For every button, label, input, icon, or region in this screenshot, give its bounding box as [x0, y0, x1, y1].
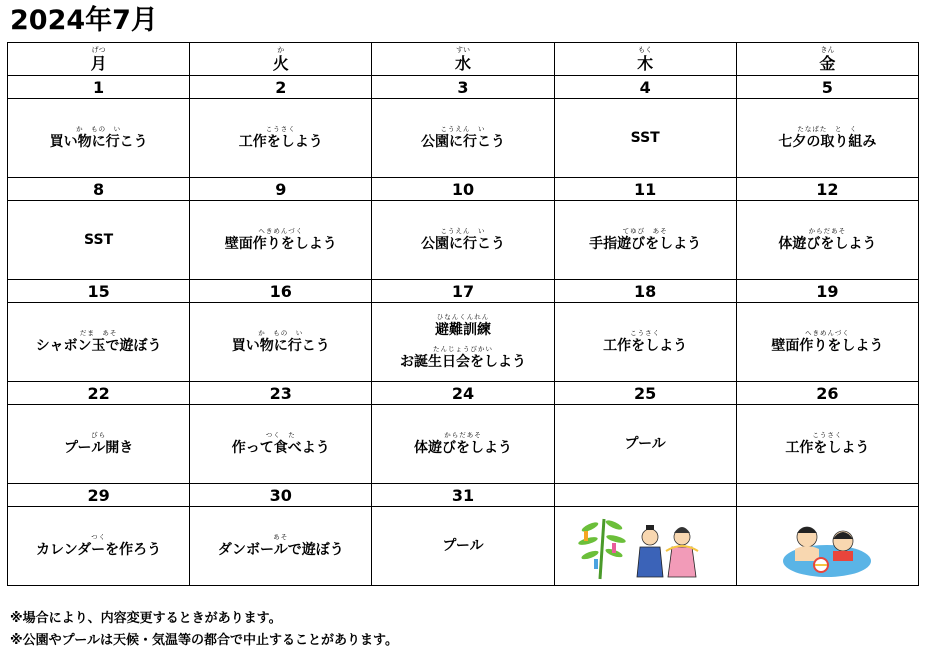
event-ruby: へきめんづく — [258, 227, 304, 235]
event-cell — [736, 201, 918, 280]
event-cell — [8, 201, 190, 280]
notes — [10, 608, 398, 652]
event-cell — [190, 99, 372, 178]
event-ruby: つく — [91, 533, 107, 541]
event-ruby: こうさく — [812, 431, 843, 439]
event-cell — [372, 303, 554, 382]
day-number: 12 — [736, 178, 918, 201]
event-text: 公園に行こう — [420, 134, 505, 150]
event-cell — [8, 303, 190, 382]
event-ruby: からだあそ — [808, 227, 847, 235]
event-ruby: こうさく — [265, 125, 296, 133]
day-number: 16 — [190, 280, 372, 303]
event-cell — [8, 405, 190, 484]
date-row — [8, 484, 919, 507]
day-number: 4 — [554, 76, 736, 99]
event-ruby: だま あそ — [79, 329, 118, 337]
event-cell — [554, 405, 736, 484]
day-number: 8 — [8, 178, 190, 201]
event-text: 壁面作りをしよう — [224, 236, 337, 252]
day-number: 29 — [8, 484, 190, 507]
event-ruby: こうさく — [630, 329, 661, 337]
event-ruby: ひなんくんれん — [436, 313, 490, 321]
weekday-wednesday: すい 水 — [372, 43, 554, 76]
day-number: 15 — [8, 280, 190, 303]
day-number — [554, 484, 736, 507]
event-cell — [190, 303, 372, 382]
weekday-tuesday: か 火 — [190, 43, 372, 76]
day-number: 11 — [554, 178, 736, 201]
day-number: 26 — [736, 382, 918, 405]
day-number: 24 — [372, 382, 554, 405]
event-text: ダンボールで遊ぼう — [217, 542, 344, 558]
event-ruby: たんじょうびかい — [432, 345, 493, 353]
event-cell — [554, 201, 736, 280]
day-number: 17 — [372, 280, 554, 303]
pool-kids-illustration — [777, 511, 877, 581]
note-line: ※公園やプールは天候・気温等の都合で中止することがあります。 — [10, 633, 398, 648]
event-text: 壁面作りをしよう — [771, 338, 884, 354]
day-number: 3 — [372, 76, 554, 99]
event-text: プール — [624, 436, 666, 452]
event-ruby: こうえん い — [440, 125, 486, 133]
date-row — [8, 280, 919, 303]
event-text: 工作をしよう — [785, 440, 870, 456]
event-text: カレンダーを作ろう — [36, 542, 162, 558]
page-title: 2024年7月 — [10, 5, 158, 36]
event-row — [8, 405, 919, 484]
event-text: シャボン玉で遊ぼう — [35, 338, 162, 354]
day-number: 2 — [190, 76, 372, 99]
event-text: 買い物に行こう — [231, 338, 330, 354]
calendar-table — [7, 42, 919, 586]
event-cell — [372, 507, 554, 586]
event-cell — [8, 507, 190, 586]
weekday-friday: きん 金 — [736, 43, 918, 76]
weekday-monday: げつ 月 — [8, 43, 190, 76]
day-number: 25 — [554, 382, 736, 405]
event-cell — [190, 405, 372, 484]
event-row — [8, 507, 919, 586]
event-cell — [190, 507, 372, 586]
event-ruby: つく た — [265, 431, 296, 439]
event-ruby: か もの い — [258, 329, 304, 337]
event-text: 工作をしよう — [603, 338, 688, 354]
event-ruby: からだあそ — [444, 431, 482, 439]
event-cell — [372, 405, 554, 484]
event-text: 工作をしよう — [238, 134, 323, 150]
event-text: SST — [84, 232, 114, 248]
event-cell — [736, 405, 918, 484]
event-cell — [372, 99, 554, 178]
tanabata-illustration — [570, 511, 720, 581]
date-row — [8, 76, 919, 99]
event-text: プール — [442, 538, 484, 554]
event-text: 体遊びをしよう — [413, 440, 512, 456]
event-cell — [736, 303, 918, 382]
event-cell — [8, 99, 190, 178]
day-number: 10 — [372, 178, 554, 201]
weekday-header-row — [8, 43, 919, 76]
date-row — [8, 178, 919, 201]
event-ruby: へきめんづく — [804, 329, 850, 337]
note-line: ※場合により、内容変更するときがあります。 — [10, 611, 282, 626]
event-text: SST — [630, 130, 660, 146]
day-number — [736, 484, 918, 507]
day-number: 31 — [372, 484, 554, 507]
event-ruby: たなばた と く — [797, 125, 858, 133]
event-row — [8, 201, 919, 280]
day-number: 5 — [736, 76, 918, 99]
event-text: 手指遊びをしよう — [589, 236, 702, 252]
event-ruby: てゆび あそ — [622, 227, 668, 235]
event-text: プール開き — [63, 440, 134, 456]
event-text: 作って食べよう — [231, 440, 330, 456]
event-text: お誕生日会をしよう — [399, 354, 526, 370]
event-ruby: びら — [91, 431, 107, 439]
day-number: 22 — [8, 382, 190, 405]
day-number: 23 — [190, 382, 372, 405]
event-row — [8, 99, 919, 178]
illustration-cell — [554, 507, 736, 586]
event-cell — [372, 201, 554, 280]
day-number: 19 — [736, 280, 918, 303]
event-cell — [554, 303, 736, 382]
day-number: 1 — [8, 76, 190, 99]
event-cell — [736, 99, 918, 178]
event-ruby: こうえん い — [440, 227, 486, 235]
day-number: 30 — [190, 484, 372, 507]
event-text: 避難訓練 — [434, 322, 491, 338]
event-cell — [190, 201, 372, 280]
day-number: 9 — [190, 178, 372, 201]
event-text: 七夕の取り組み — [778, 134, 877, 150]
date-row — [8, 382, 919, 405]
event-cell — [554, 99, 736, 178]
event-row — [8, 303, 919, 382]
weekday-thursday: もく 木 — [554, 43, 736, 76]
illustration-cell — [736, 507, 918, 586]
event-text: 公園に行こう — [420, 236, 505, 252]
event-text: 体遊びをしよう — [778, 236, 877, 252]
day-number: 18 — [554, 280, 736, 303]
event-ruby: あそ — [273, 533, 289, 541]
event-ruby: か もの い — [76, 125, 122, 133]
event-text: 買い物に行こう — [49, 134, 148, 150]
